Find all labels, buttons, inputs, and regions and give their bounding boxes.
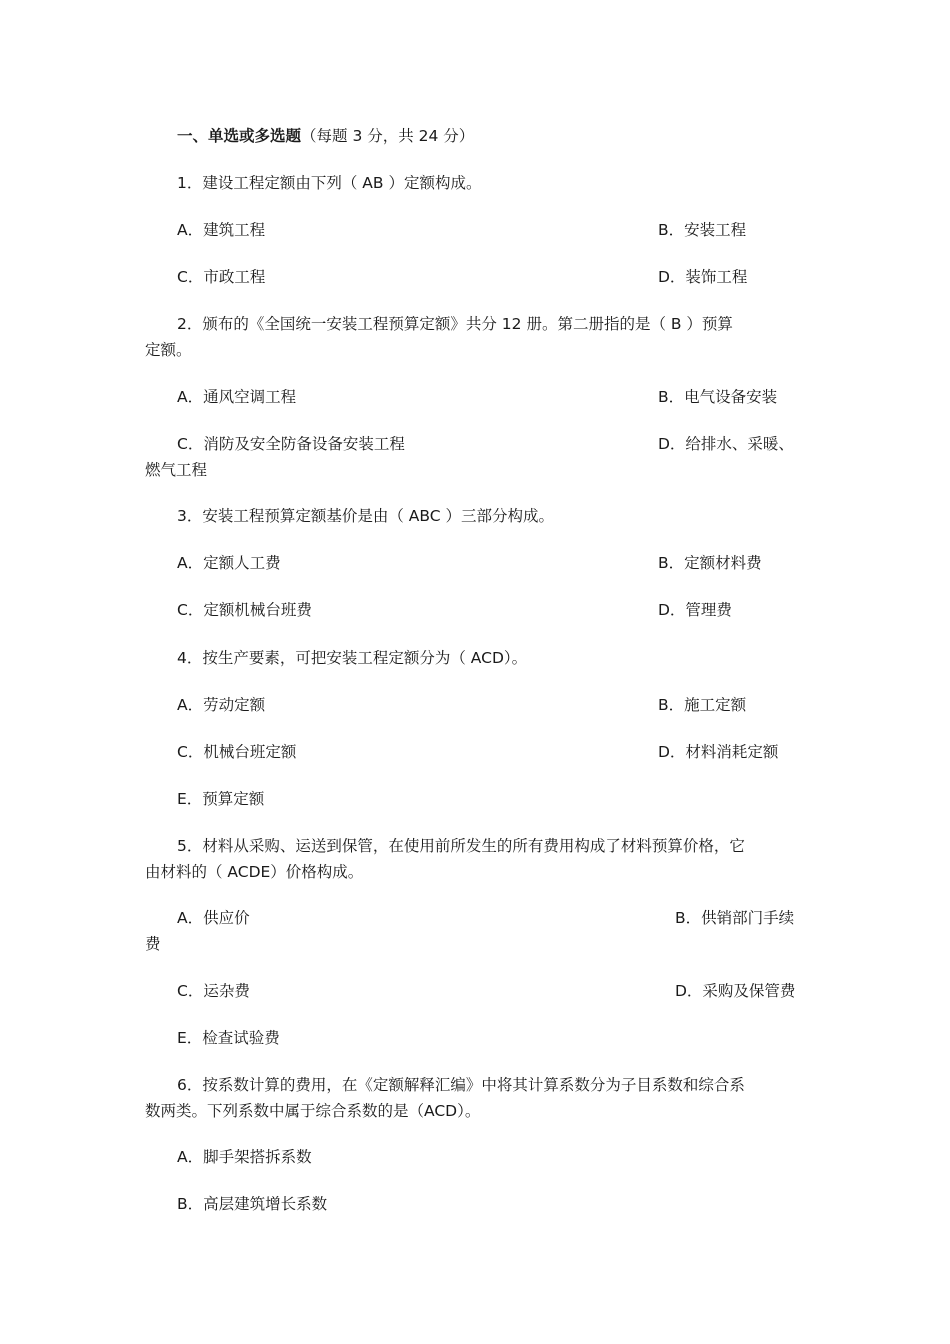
- question-1-stem: 1．建设工程定额由下列（ AB ）定额构成。: [177, 174, 482, 192]
- question-5-option-d: D．采购及保管费: [675, 982, 796, 1000]
- question-3-option-c: C．定额机械台班费: [177, 601, 312, 619]
- question-2-option-a: A．通风空调工程: [177, 388, 297, 406]
- question-6-option-b: B．高层建筑增长系数: [177, 1195, 328, 1213]
- section-heading: [177, 123, 474, 149]
- question-2-option-b: B．电气设备安装: [658, 388, 778, 406]
- question-4-stem: 4．按生产要素，可把安装工程定额分为（ ACD）。: [177, 649, 528, 667]
- question-2-option-d-cont: 燃气工程: [145, 461, 208, 479]
- question-6-stem: 6．按系数计算的费用，在《定额解释汇编》中将其计算系数分为子目系数和综合系: [177, 1076, 745, 1094]
- section-heading-title: 一、单选或多选题: [177, 127, 302, 145]
- question-5-option-c: C．运杂费: [177, 982, 250, 1000]
- question-2-stem-cont: 定额。: [145, 341, 192, 359]
- question-3-option-d: D．管理费: [658, 601, 732, 619]
- question-1-option-c: C．市政工程: [177, 268, 266, 286]
- question-3-stem: 3．安装工程预算定额基价是由（ ABC ）三部分构成。: [177, 507, 555, 525]
- question-3-option-a: A．定额人工费: [177, 554, 281, 572]
- question-1-option-b: B．安装工程: [658, 221, 747, 239]
- question-4-option-b: B．施工定额: [658, 696, 747, 714]
- question-5-option-e: E．检查试验费: [177, 1029, 280, 1047]
- question-3-option-b: B．定额材料费: [658, 554, 762, 572]
- question-5-stem: 5．材料从采购、运送到保管，在使用前所发生的所有费用构成了材料预算价格，它: [177, 837, 745, 855]
- question-4-option-a: A．劳动定额: [177, 696, 266, 714]
- question-5-option-b: B．供销部门手续: [675, 909, 795, 927]
- section-heading-note: （每题 3 分，共 24 分）: [301, 127, 475, 145]
- question-2-option-d: D．给排水、采暖、: [658, 435, 794, 453]
- question-1-option-d: D．装饰工程: [658, 268, 748, 286]
- question-4-option-e: E．预算定额: [177, 790, 265, 808]
- question-4-option-d: D．材料消耗定额: [658, 743, 779, 761]
- question-5-stem-cont: 由材料的（ ACDE）价格构成。: [145, 863, 364, 881]
- question-6-option-a: A．脚手架搭拆系数: [177, 1148, 312, 1166]
- question-1-option-a: A．建筑工程: [177, 221, 266, 239]
- question-4-option-c: C．机械台班定额: [177, 743, 297, 761]
- question-6-stem-cont: 数两类。下列系数中属于综合系数的是（ACD）。: [145, 1102, 481, 1120]
- question-5-option-b-cont: 费: [145, 935, 161, 953]
- question-2-option-c: C．消防及安全防备设备安装工程: [177, 435, 405, 453]
- question-2-stem: 2．颁布的《全国统一安装工程预算定额》共分 12 册。第二册指的是（ B ）预算: [177, 315, 733, 333]
- question-5-option-a: A．供应价: [177, 909, 250, 927]
